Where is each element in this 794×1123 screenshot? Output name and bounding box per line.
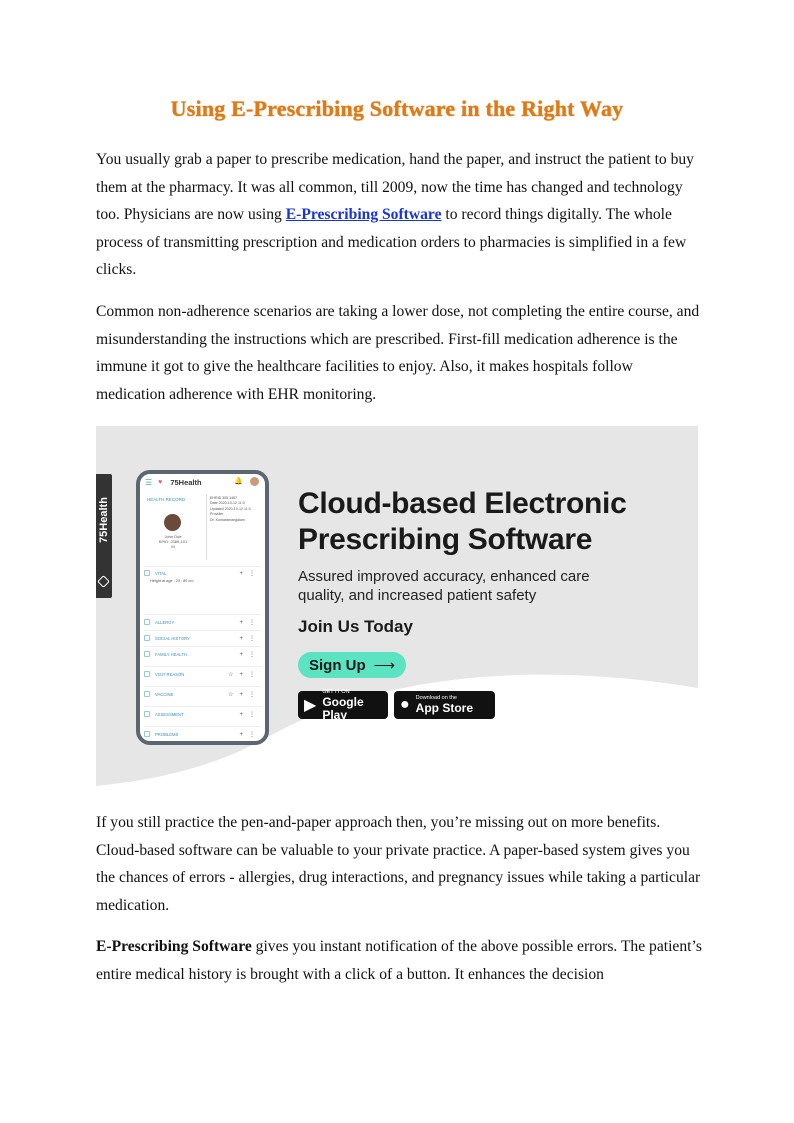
visit-reason-icon — [144, 671, 150, 677]
vaccine-icon — [144, 691, 150, 697]
notification-bold-term: E-Prescribing Software — [96, 938, 252, 955]
phone-row-problems — [144, 726, 261, 741]
allergy-icon — [144, 619, 150, 625]
headline-line-1: Cloud-based Electronic — [298, 487, 627, 520]
play-store-icon: ▶ — [304, 697, 317, 714]
vital-label: VITAL — [155, 570, 167, 576]
info-line: Dr. Kumaramangalam — [210, 517, 245, 522]
intro-text-after: to record things digitally. The whole process of transmitting prescription and medication orders to pharmacies is simplified in a few clicks. — [96, 206, 687, 278]
bell-icon: 🔔 — [234, 478, 243, 485]
row-label: SOCIAL HISTORY — [155, 635, 190, 641]
pen-paper-paragraph: If you still practice the pen-and-paper approach then, you’re missing out on more benefits. Cloud-based software can be valuable to your private practice. A paper-based system gives you the chances of errors - allergies, drug interactions, and pregnancy issues while taking a particular medication. — [96, 814, 701, 914]
sign-up-button[interactable] — [298, 652, 406, 678]
record-info — [210, 496, 265, 523]
intro-text-before: You usually grab a paper to prescribe medication, hand the paper, and instruct the patient to buy them at the pharmacy. It was all common, till 2009, now the time has changed and technology too. Physicians are now using — [96, 151, 694, 223]
page-title: Using E-Prescribing Software in the Right Way — [170, 96, 624, 121]
arrow-right-icon: ⟶ — [373, 657, 396, 674]
phone-mockup — [136, 470, 269, 745]
vital-icon — [144, 570, 150, 576]
row-actions: ☆+⋮ — [228, 671, 261, 678]
promo-banner[interactable] — [96, 426, 698, 792]
info-line: Date 2020-10-12 11:0 — [210, 501, 245, 506]
patient-id: KPID: 2389-101 — [158, 539, 188, 544]
banner-headline — [298, 486, 626, 558]
row-label: ASSESSMENT — [155, 711, 184, 717]
app-store-button[interactable] — [394, 691, 495, 719]
phone-header — [140, 474, 265, 490]
heart-logo-icon: ♥ — [158, 478, 163, 486]
phone-row-family-health — [144, 646, 261, 661]
patient-details — [152, 534, 194, 549]
row-label: PROBLEMS — [155, 731, 179, 737]
row-actions: +⋮ — [239, 619, 261, 626]
side-brand-logo — [96, 474, 112, 598]
apple-icon: ● — [400, 696, 410, 713]
non-adherence-paragraph: Common non-adherence scenarios are taking a lower dose, not completing the entire course, and misunderstanding the instructions which are prescribed. First-fill medication adherence is the immune it got to give the healthcare facilities to enjoy. Also, it makes hospitals follow medication adherence with EHR monitoring. — [96, 303, 700, 403]
phone-row-allergy — [144, 614, 261, 629]
row-actions: ☆+⋮ — [228, 691, 261, 698]
health-record-label: HEALTH RECORD — [147, 497, 186, 502]
app-store-small: Download on the — [415, 695, 457, 701]
notification-text: gives you instant notification of the above possible errors. The patient’s entire medical history is brought with a click of a button. It enhances the decision — [96, 938, 702, 983]
phone-row-social-history — [144, 630, 261, 645]
info-line: Provider — [210, 512, 224, 517]
e-prescribing-link[interactable]: E-Prescribing Software — [285, 206, 442, 223]
row-actions: +⋮ — [239, 711, 261, 718]
health-record-card — [144, 494, 207, 560]
google-play-small: GET IT ON — [322, 688, 350, 695]
social-history-icon — [144, 635, 150, 641]
row-label: VISIT REASON — [155, 671, 185, 677]
join-us-text: Join Us Today — [298, 617, 413, 636]
banner-subtext: Assured improved accuracy, enhanced care quality, and increased patient safety — [298, 568, 590, 604]
phone-row-assessment — [144, 706, 261, 721]
row-actions: +⋮ — [239, 651, 261, 658]
vital-section — [144, 566, 261, 593]
info-line: EHRID 305 1467 — [210, 496, 238, 500]
info-line: Updated 2020-10-12 11:0 — [210, 506, 251, 511]
intro-paragraph — [96, 146, 702, 284]
google-play-button[interactable] — [298, 688, 388, 722]
sign-up-label: Sign Up — [309, 656, 366, 674]
notification-paragraph — [96, 933, 702, 988]
assessment-icon — [144, 711, 150, 717]
phone-row-visit-reason — [144, 666, 261, 681]
row-actions: +⋮ — [239, 635, 261, 642]
row-label: FAMILY HEALTH — [155, 651, 187, 657]
row-label: ALLERGY — [155, 619, 175, 625]
vital-actions: +⋮ — [239, 570, 261, 577]
google-play-text — [322, 689, 382, 722]
menu-icon: ☰ — [145, 477, 153, 487]
vital-value: Height at age : 23 : 89 cm — [150, 579, 194, 583]
avatar — [250, 477, 259, 486]
app-store-text — [416, 695, 473, 715]
phone-row-vaccine — [144, 686, 261, 701]
row-label: VACCINE — [155, 691, 174, 697]
phone-brand: 75Health — [170, 477, 202, 487]
patient-name: John Doe — [164, 534, 182, 539]
side-brand-text: 75Health — [98, 497, 110, 543]
app-store-big: App Store — [415, 701, 474, 715]
problems-icon — [144, 731, 150, 737]
family-health-icon — [144, 651, 150, 657]
brand-mark-icon — [97, 575, 110, 588]
patient-sex: M — [171, 544, 175, 549]
row-actions: +⋮ — [239, 731, 261, 738]
headline-line-2: Prescribing Software — [298, 523, 593, 556]
patient-photo — [164, 514, 181, 531]
google-play-big: Google Play — [322, 694, 364, 722]
